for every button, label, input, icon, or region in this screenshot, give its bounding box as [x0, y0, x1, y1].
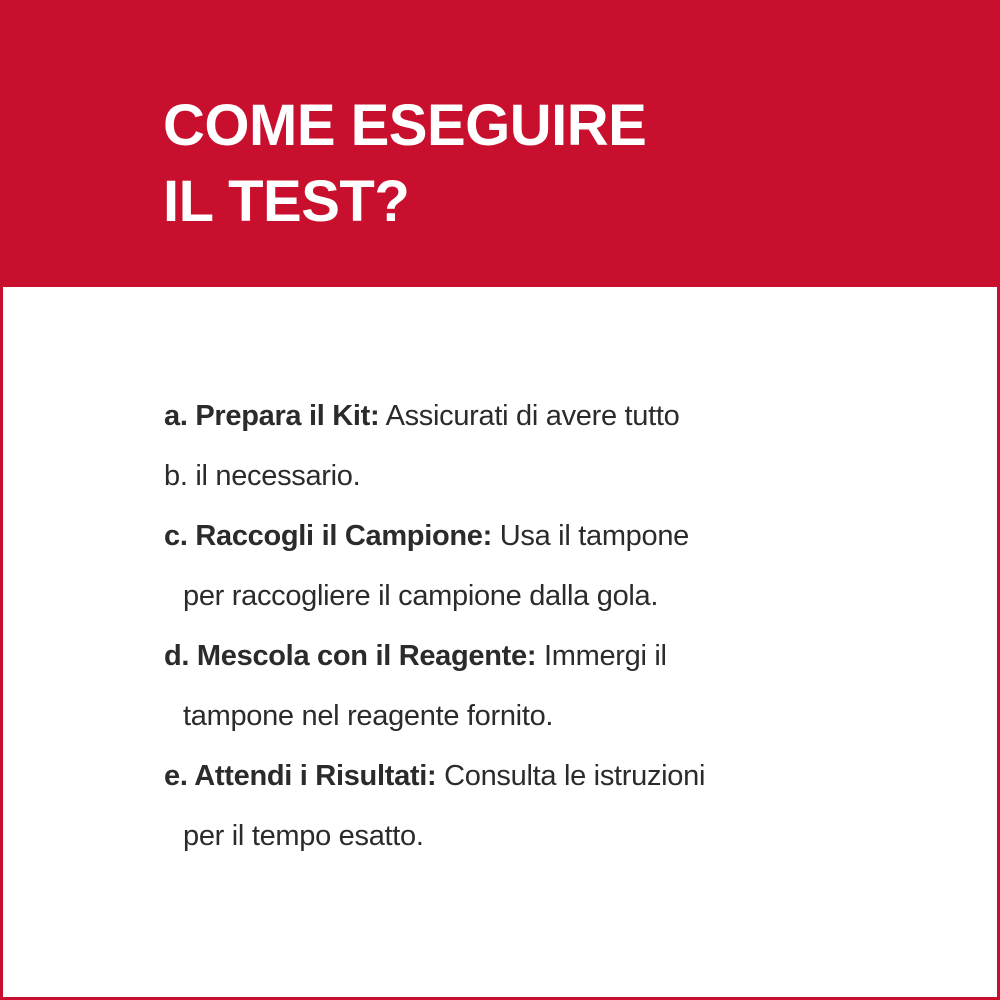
step-b-line — [164, 446, 705, 506]
step-c-line-2 — [164, 566, 705, 626]
step-d-line-1 — [164, 626, 705, 686]
step-d-text: Immergi il — [536, 640, 667, 672]
page-title — [163, 88, 646, 240]
step-c-continuation: per raccogliere il campione dalla gola. — [183, 580, 659, 612]
step-a-line-1 — [164, 386, 705, 446]
title-line-2: IL TEST? — [163, 169, 410, 234]
step-e-text: Consulta le istruzioni — [436, 760, 706, 792]
step-e-continuation: per il tempo esatto. — [183, 820, 424, 852]
step-a-heading: a. Prepara il Kit: — [164, 400, 380, 432]
step-d-heading: d. Mescola con il Reagente: — [164, 640, 537, 672]
step-c-text: Usa il tampone — [492, 520, 689, 552]
step-d-continuation: tampone nel reagente fornito. — [183, 700, 554, 732]
step-d-line-2 — [164, 686, 705, 746]
step-a-text: Assicurati di avere tutto — [379, 400, 680, 432]
title-line-1: COME ESEGUIRE — [163, 93, 647, 158]
steps-list — [164, 386, 705, 866]
step-e-line-1 — [164, 746, 705, 806]
step-c-line-1 — [164, 506, 705, 566]
step-c-heading: c. Raccogli il Campione: — [164, 520, 492, 552]
step-e-line-2 — [164, 806, 705, 866]
header-banner — [3, 0, 1000, 287]
step-e-heading: e. Attendi i Risultati: — [164, 760, 437, 792]
step-b-text: b. il necessario. — [164, 460, 361, 492]
